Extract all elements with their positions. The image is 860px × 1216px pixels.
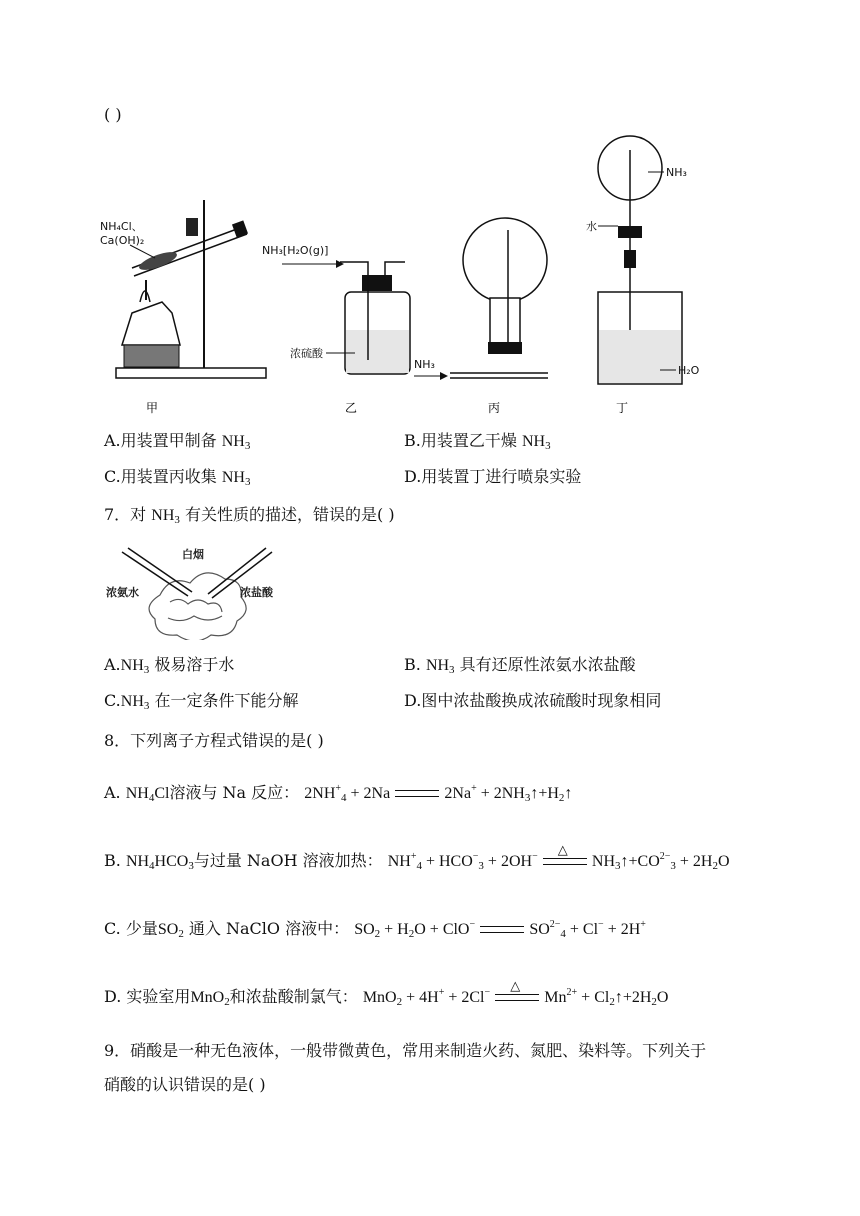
label-nh3-in: NH₃ xyxy=(414,358,435,371)
caption-ding: 丁 xyxy=(616,401,629,415)
label-ammonia: 浓氨水 xyxy=(106,586,139,599)
q8-option-a: A. $NH_4Cl$溶液与 Na 反应： $2NH^+_4 + 2Na$ $2Na^+ + 2NH_3↑+H_2↑$ xyxy=(104,783,573,804)
label-water: 水 xyxy=(586,220,597,233)
heat-equals-sign: △ xyxy=(543,858,587,865)
q6-apparatus-figure xyxy=(100,130,730,420)
label-h2o: H₂O xyxy=(678,364,700,377)
q7-option-d: D.图中浓盐酸换成浓硫酸时现象相同 xyxy=(404,691,662,710)
label-gas-in: NH₃[H₂O(g)] xyxy=(262,244,329,257)
q7-option-c: $C.NH_3$ 在一定条件下能分解 xyxy=(104,691,299,712)
apparatus-jia xyxy=(100,200,266,378)
label-nh4cl: NH₄Cl、 xyxy=(100,220,143,233)
equals-sign xyxy=(395,790,439,797)
label-smoke: 白烟 xyxy=(182,548,204,561)
q8-option-b: B. $NH_4HCO_3$与过量 NaOH 溶液加热： $NH^+_4 + HCO^-_3 + 2OH^-$ △ $NH_3↑+CO^{2-}_3 + 2H_2O$ xyxy=(104,843,730,872)
q8-stem: 8．下列离子方程式错误的是( ) xyxy=(104,731,324,750)
heat-equals-sign: △ xyxy=(495,994,539,1001)
caption-yi: 乙 xyxy=(345,401,358,415)
q8-option-d: D. 实验室用MnO$_2$和浓盐酸制氯气： MnO$_2$ + 4H+ + 2Cl− △ $Mn^{2+}$ + $Cl_2↑+2H_2O$ xyxy=(104,979,669,1008)
label-caoh2: Ca(OH)₂ xyxy=(100,234,145,247)
q6-stem-tail: ( ) xyxy=(104,105,122,124)
q6-option-c: C.用装置丙收集 $NH_3$ xyxy=(104,467,251,488)
apparatus-ding xyxy=(586,136,700,384)
q6-option-d: D.用装置丁进行喷泉实验 xyxy=(404,467,582,486)
label-nh3-flask: NH₃ xyxy=(666,166,687,179)
q7-smoke-figure xyxy=(100,540,290,640)
apparatus-bing xyxy=(414,218,548,380)
q8-option-c: C. 少量$SO_2$ 通入 NaClO 溶液中： $SO_2 + H_2O + ClO^-$ $SO^{2-}_4 + Cl^- + 2H^+$ xyxy=(104,919,646,940)
caption-bing: 丙 xyxy=(488,401,501,415)
q6-option-a: A.用装置甲制备 $NH_3$ xyxy=(104,431,251,452)
label-hcl: 浓盐酸 xyxy=(240,586,273,599)
q7-option-b: B. $NH_3$ 具有还原性浓氨水浓盐酸 xyxy=(404,655,636,676)
q9-stem-line2: 硝酸的认识错误的是( ) xyxy=(104,1075,266,1094)
q7-stem: 7．对 $NH_3$ 有关性质的描述，错误的是( ) xyxy=(104,505,395,526)
q9-stem-line1: 9．硝酸是一种无色液体，一般带微黄色，常用来制造火药、氮肥、染料等。下列关于 xyxy=(104,1041,707,1060)
apparatus-yi xyxy=(262,244,410,374)
caption-jia: 甲 xyxy=(146,401,159,415)
q7-option-a: $A.NH_3$ 极易溶于水 xyxy=(104,655,235,676)
label-acid: 浓硫酸 xyxy=(290,347,323,360)
q6-option-b: B.用装置乙干燥 $NH_3$ xyxy=(404,431,551,452)
equals-sign xyxy=(480,926,524,933)
